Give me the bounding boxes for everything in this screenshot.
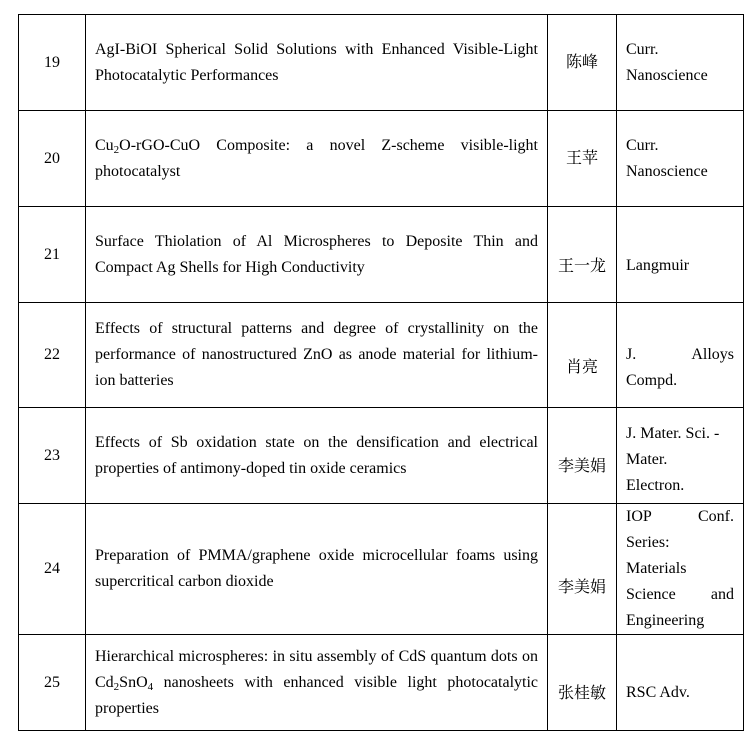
journal-name xyxy=(617,504,744,635)
author-name: 张桂敏 xyxy=(548,635,617,731)
author-name: 李美娟 xyxy=(548,408,617,504)
journal-line: Curr. xyxy=(626,40,659,58)
journal-line: RSC Adv. xyxy=(626,683,690,701)
title-text: SnO xyxy=(119,673,148,691)
table-row xyxy=(19,303,744,408)
journal-name xyxy=(617,408,744,504)
table-row xyxy=(19,635,744,731)
title-text: O-rGO-CuO Composite: a novel Z-scheme visible-light photocatalyst xyxy=(95,136,538,180)
paper-title: Effects of structural patterns and degree of crystallinity on the performance of nanostructured ZnO as anode material for lithium-ion batteries xyxy=(86,303,548,408)
table-row xyxy=(19,408,744,504)
paper-title: Effects of Sb oxidation state on the densification and electrical properties of antimony-doped tin oxide ceramics xyxy=(86,408,548,504)
journal-line: Curr. xyxy=(626,136,659,154)
journal-name xyxy=(617,15,744,111)
journal-line: IOP Conf. xyxy=(626,508,734,525)
title-subscript: 2 xyxy=(113,680,120,693)
journal-line: Engineering xyxy=(626,612,705,629)
journal-line: Nanoscience xyxy=(626,162,708,180)
journal-line: Science and xyxy=(626,586,734,603)
table-row xyxy=(19,15,744,111)
table-row xyxy=(19,504,744,635)
title-text: Hierarchical microspheres: in situ assembly of CdS quantum dots on Cd xyxy=(95,647,538,691)
journal-line: Series: xyxy=(626,534,670,551)
journal-line: J. Alloys xyxy=(626,346,734,363)
publications-table xyxy=(18,14,744,731)
paper-title: AgI-BiOI Spherical Solid Solutions with Enhanced Visible-Light Photocatalytic Performances xyxy=(86,15,548,111)
journal-line: Langmuir xyxy=(626,256,690,274)
author-name: 李美娟 xyxy=(548,504,617,635)
table-row xyxy=(19,111,744,207)
table-row xyxy=(19,207,744,303)
journal-line: Nanoscience xyxy=(626,66,708,84)
author-name: 陈峰 xyxy=(548,15,617,111)
author-name: 王苹 xyxy=(548,111,617,207)
journal-name xyxy=(617,207,744,303)
paper-title xyxy=(86,111,548,207)
journal-name xyxy=(617,303,744,408)
row-number: 23 xyxy=(19,408,86,504)
paper-title: Surface Thiolation of Al Microspheres to Deposite Thin and Compact Ag Shells for High Conductivity xyxy=(86,207,548,303)
row-number: 19 xyxy=(19,15,86,111)
author-name: 王一龙 xyxy=(548,207,617,303)
paper-title xyxy=(86,635,548,731)
journal-name xyxy=(617,635,744,731)
author-name: 肖亮 xyxy=(548,303,617,408)
title-text: nanosheets with enhanced visible light photocatalytic properties xyxy=(95,673,538,717)
row-number: 21 xyxy=(19,207,86,303)
journal-line: Materials xyxy=(626,560,687,577)
journal-line: Compd. xyxy=(626,372,678,389)
title-text: Cu xyxy=(95,136,114,154)
row-number: 22 xyxy=(19,303,86,408)
row-number: 25 xyxy=(19,635,86,731)
journal-line: Mater. xyxy=(626,450,668,468)
row-number: 24 xyxy=(19,504,86,635)
journal-line: Electron. xyxy=(626,476,685,494)
paper-title: Preparation of PMMA/graphene oxide microcellular foams using supercritical carbon dioxide xyxy=(86,504,548,635)
row-number: 20 xyxy=(19,111,86,207)
journal-line: J. Mater. Sci. - xyxy=(626,424,720,442)
title-subscript: 4 xyxy=(147,680,154,693)
journal-name xyxy=(617,111,744,207)
title-subscript: 2 xyxy=(113,143,120,156)
